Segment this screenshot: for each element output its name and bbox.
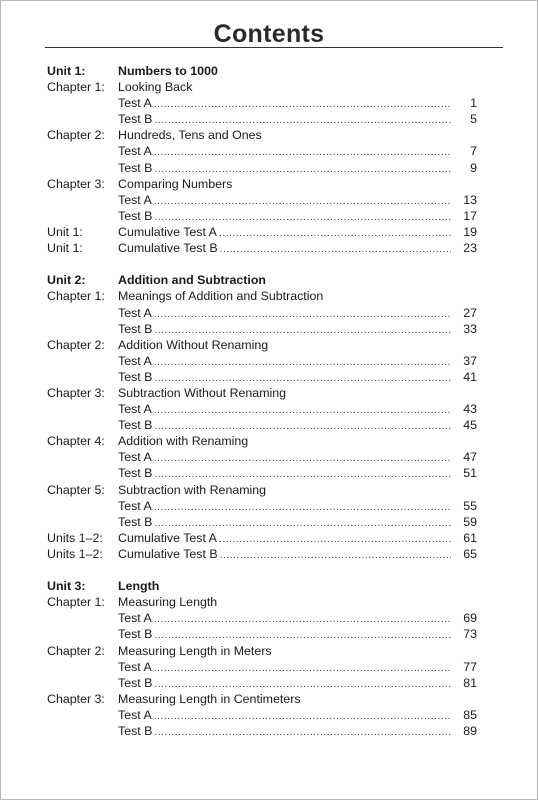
page-number: 43: [463, 402, 477, 417]
page-number: 55: [463, 498, 477, 513]
test-name: Test A: [118, 707, 152, 722]
test-name: Test A: [118, 659, 152, 674]
chapter-title: Measuring Length in Centimeters: [118, 691, 301, 706]
test-row[interactable]: [47, 401, 477, 417]
test-row[interactable]: [47, 610, 477, 626]
page-number: 65: [463, 546, 477, 561]
test-name: Test A: [118, 402, 152, 417]
chapter-row[interactable]: [47, 691, 477, 707]
test-name: Test A: [118, 144, 152, 159]
table-of-contents: [47, 63, 477, 755]
test-name: Cumulative Test A: [118, 224, 217, 239]
test-name: Test B: [118, 675, 153, 690]
chapter-title: Measuring Length: [118, 595, 218, 610]
chapter-title: Hundreds, Tens and Ones: [118, 128, 262, 143]
chapter-row[interactable]: [47, 594, 477, 610]
test-row[interactable]: [47, 353, 477, 369]
chapter-label: Chapter 1:: [47, 80, 105, 95]
unit-title: Numbers to 1000: [118, 64, 218, 78]
test-name: Test B: [118, 418, 153, 433]
page-number: 61: [463, 530, 477, 545]
test-name: Test A: [118, 305, 152, 320]
test-row[interactable]: [47, 192, 477, 208]
unit-title: Length: [118, 579, 160, 594]
page-number: 81: [463, 675, 477, 690]
title-divider: [45, 47, 503, 48]
test-row[interactable]: [47, 675, 477, 691]
chapter-label: Chapter 1:: [47, 289, 105, 304]
unit-section: [47, 272, 477, 562]
chapter-title: Subtraction Without Renaming: [118, 385, 287, 400]
cumulative-test-row[interactable]: [47, 224, 477, 240]
page-number: 73: [463, 627, 477, 642]
page-number: 47: [463, 450, 477, 465]
unit-label: Unit 1:: [47, 64, 86, 78]
chapter-row[interactable]: [47, 176, 477, 192]
test-name: Test B: [118, 627, 153, 642]
unit-label: Unit 1:: [47, 241, 83, 256]
test-name: Cumulative Test B: [118, 241, 218, 256]
dot-leader: [154, 725, 451, 741]
test-row[interactable]: [47, 143, 477, 159]
test-name: Cumulative Test B: [118, 546, 218, 561]
chapter-row[interactable]: [47, 127, 477, 143]
chapter-row[interactable]: [47, 643, 477, 659]
unit-label: Units 1–2:: [47, 530, 103, 545]
test-row[interactable]: [47, 723, 477, 739]
page-number: 37: [463, 353, 477, 368]
chapter-row[interactable]: [47, 288, 477, 304]
page-title: Contents: [213, 20, 325, 48]
chapter-label: Chapter 5:: [47, 482, 105, 497]
test-name: Test A: [118, 611, 152, 626]
test-name: Test B: [118, 208, 153, 223]
test-row[interactable]: [47, 95, 477, 111]
unit-section: [47, 63, 477, 256]
page-number: 1: [470, 96, 477, 111]
page-number: 89: [463, 724, 477, 739]
test-row[interactable]: [47, 160, 477, 176]
test-row[interactable]: [47, 626, 477, 642]
test-row[interactable]: [47, 498, 477, 514]
unit-label: Unit 3:: [47, 579, 86, 594]
test-name: Test B: [118, 160, 153, 175]
unit-label: Unit 1:: [47, 224, 83, 239]
unit-heading[interactable]: [47, 578, 477, 594]
unit-label: Units 1–2:: [47, 546, 103, 561]
page-number: 23: [463, 241, 477, 256]
chapter-row[interactable]: [47, 433, 477, 449]
chapter-title: Measuring Length in Meters: [118, 643, 272, 658]
page-number: 85: [463, 707, 477, 722]
cumulative-test-row[interactable]: [47, 240, 477, 256]
test-row[interactable]: [47, 369, 477, 385]
unit-label: Unit 2:: [47, 273, 86, 288]
chapter-label: Chapter 4:: [47, 434, 105, 449]
chapter-label: Chapter 2:: [47, 643, 105, 658]
page-number: 69: [463, 611, 477, 626]
test-row[interactable]: [47, 321, 477, 337]
chapter-title: Meanings of Addition and Subtraction: [118, 289, 324, 304]
entry: [118, 546, 451, 564]
test-name: Test B: [118, 321, 153, 336]
chapter-title: Subtraction with Renaming: [118, 482, 267, 497]
page-number: 77: [463, 659, 477, 674]
page-number: 59: [463, 514, 477, 529]
cumulative-test-row[interactable]: [47, 546, 477, 562]
test-name: Test A: [118, 353, 152, 368]
cumulative-test-row[interactable]: [47, 530, 477, 546]
test-row[interactable]: [47, 514, 477, 530]
test-name: Test B: [118, 724, 153, 739]
test-row[interactable]: [47, 417, 477, 433]
entry: [118, 240, 451, 258]
chapter-label: Chapter 3:: [47, 385, 105, 400]
test-row[interactable]: [47, 449, 477, 465]
chapter-row[interactable]: [47, 337, 477, 353]
page-number: 33: [463, 321, 477, 336]
unit-heading[interactable]: [47, 63, 477, 79]
test-row[interactable]: [47, 111, 477, 127]
dot-leader: [220, 548, 451, 564]
chapter-title: Addition Without Renaming: [118, 337, 269, 352]
test-name: Test A: [118, 498, 152, 513]
test-name: Test A: [118, 192, 152, 207]
test-name: Test B: [118, 466, 153, 481]
test-name: Test A: [118, 450, 152, 465]
test-row[interactable]: [47, 707, 477, 723]
test-row[interactable]: [47, 465, 477, 481]
dot-leader: [220, 242, 451, 258]
page-number: 13: [463, 192, 477, 207]
unit-section: [47, 578, 477, 739]
chapter-label: Chapter 1:: [47, 595, 105, 610]
chapter-row[interactable]: [47, 79, 477, 95]
page-number: 45: [463, 418, 477, 433]
unit-heading[interactable]: [47, 272, 477, 288]
test-name: Test B: [118, 112, 153, 127]
unit-title: Addition and Subtraction: [118, 273, 266, 288]
page-number: 27: [463, 305, 477, 320]
test-name: Cumulative Test A: [118, 530, 217, 545]
page-number: 19: [463, 224, 477, 239]
test-row[interactable]: [47, 659, 477, 675]
chapter-label: Chapter 2:: [47, 128, 105, 143]
chapter-row[interactable]: [47, 482, 477, 498]
chapter-title: Looking Back: [118, 80, 193, 95]
page-number: 41: [463, 369, 477, 384]
page-number: 9: [470, 160, 477, 175]
page-number: 7: [470, 144, 477, 159]
chapter-label: Chapter 3:: [47, 691, 105, 706]
chapter-label: Chapter 2:: [47, 337, 105, 352]
test-name: Test B: [118, 369, 153, 384]
entry: [118, 723, 451, 741]
page-number: 17: [463, 208, 477, 223]
test-name: Test B: [118, 514, 153, 529]
chapter-title: Comparing Numbers: [118, 176, 233, 191]
page-number: 5: [470, 112, 477, 127]
test-name: Test A: [118, 96, 152, 111]
chapter-row[interactable]: [47, 385, 477, 401]
test-row[interactable]: [47, 208, 477, 224]
chapter-title: Addition with Renaming: [118, 434, 249, 449]
chapter-label: Chapter 3:: [47, 176, 105, 191]
test-row[interactable]: [47, 305, 477, 321]
page-number: 51: [463, 466, 477, 481]
